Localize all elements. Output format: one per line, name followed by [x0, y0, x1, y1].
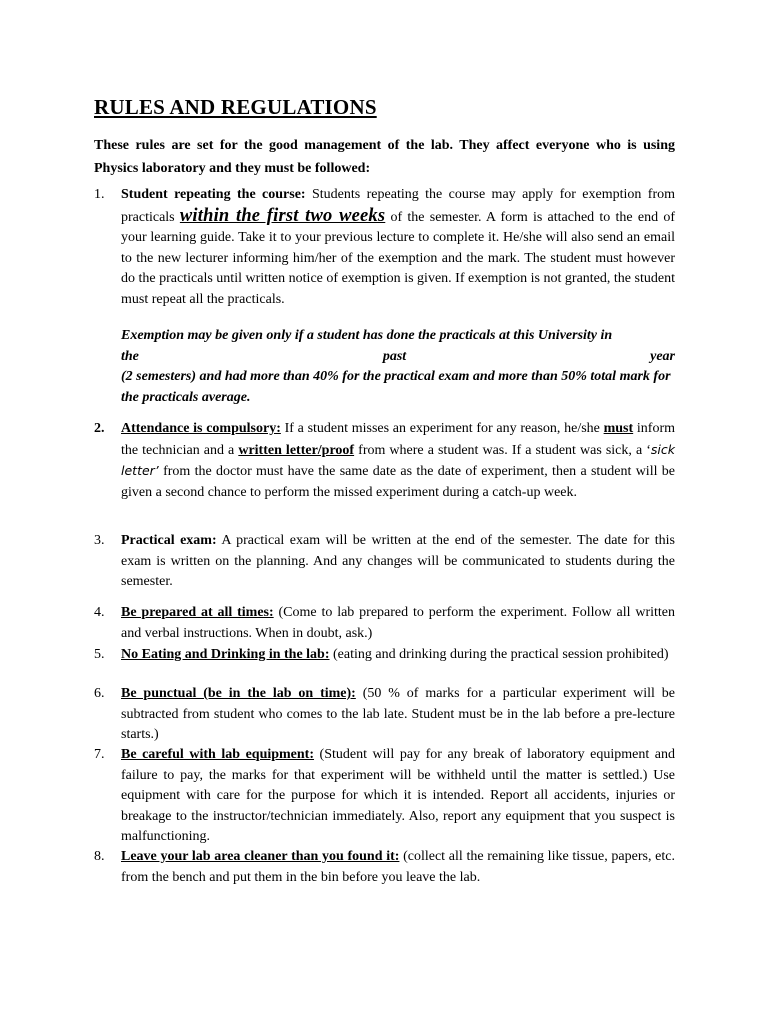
rule-number: 4. — [94, 605, 105, 620]
rule-number: 5. — [94, 647, 105, 662]
exemption-note — [121, 326, 675, 408]
rule-heading: Be prepared at all times: — [121, 605, 274, 620]
rule-number: 1. — [94, 187, 105, 202]
rule-body — [121, 645, 675, 666]
rule-item-3 — [94, 531, 675, 593]
rule-text: (Come to lab prepared to perform the experiment. Follow all written and verbal instructions. When in doubt, ask.) — [121, 605, 675, 641]
must-word: must — [603, 421, 634, 436]
rule-text: from the doctor must have the same date as the date of experiment, then a student will be given a second chance to perform the missed experiment during a catch-up week. — [121, 464, 675, 500]
rule-heading: Leave your lab area cleaner than you found it: — [121, 849, 400, 864]
rule-number: 8. — [94, 849, 105, 864]
note-line-2 — [121, 347, 675, 368]
rule-item-8 — [94, 847, 675, 888]
rule-body — [121, 531, 675, 593]
rule-text: from where a student was. If a student — [354, 442, 580, 458]
rule-item-4 — [94, 603, 675, 644]
rule-body — [121, 745, 675, 848]
rule-text: (Student will pay for any break of laboratory equipment and failure to pay, the marks for that experiment will be withheld until the matter is settled.) Use equipment with care for the purpose for which it is intended. Report all accidents, injuries or breakage to the instructor/technician immediately. Also, report any equipment that you suspect is malfunctioning. — [121, 747, 675, 844]
note-word: year — [650, 348, 675, 364]
note-line-1: Exemption may be given only if a student has done the practicals at this University in — [121, 328, 613, 343]
rule-number: 7. — [94, 747, 105, 762]
rule-number: 6. — [94, 686, 105, 701]
rule-text: of the semester. A form is attached to the end of your learning guide. Take it to your previous lecture to complete it. He/she will also send an email to the new lecturer informing him/her of the exemption and the mark. The student must however do the practicals until written notice of exemption is given. If exemption is not granted, the student must repeat all the practicals. — [121, 209, 675, 307]
rule-text: A practical exam will be written at the end of the semester. The date for this exam is written on the planning. And any changes will be communicated to students during the semester. — [121, 533, 675, 589]
rule-heading: Attendance is compulsory: — [121, 421, 281, 436]
rule-heading: No Eating and Drinking in the lab: — [121, 647, 330, 662]
page-title: RULES AND REGULATIONS — [94, 95, 377, 119]
note-rest: (2 semesters) and had more than 40% for the practical exam and more than 50% total mark for the practicals average. — [121, 369, 671, 405]
written-letter-proof: written letter/proof — [238, 442, 355, 458]
rule-text: (eating and drinking during the practical session prohibited) — [329, 647, 669, 662]
rule-text: If a student misses an experiment for any reason, he/she — [280, 421, 604, 436]
rule-heading: Practical exam: — [121, 533, 217, 548]
rule-text: inform the technician and a — [121, 421, 675, 458]
rule-text: (50 % of marks for a particular experiment will be subtracted from student who comes to the lab late. Student must be in the lab before a pre-lecture starts.) — [121, 686, 675, 742]
rule-item-5 — [94, 645, 675, 666]
rule-item-7 — [94, 745, 675, 848]
rule-text: was sick, a ‘ — [580, 442, 651, 458]
rule-item-1 — [94, 185, 675, 310]
rule-body — [121, 185, 675, 310]
rule-body — [121, 684, 675, 746]
rule-heading: Be careful with lab equipment: — [121, 747, 315, 762]
rule-body — [121, 603, 675, 644]
sick-letter-text: sick letter’ — [121, 441, 676, 478]
rule-text: (collect all the remaining like tissue, papers, etc. from the bench and put them in the bin before you leave the lab. — [121, 849, 675, 885]
rule-item-6 — [94, 684, 675, 746]
rule-number: 2. — [94, 421, 105, 436]
rule-item-2 — [94, 419, 675, 503]
emphasis-deadline: within the first two weeks — [179, 205, 386, 226]
rule-heading: Student repeating the course: — [121, 187, 306, 202]
intro-paragraph: These rules are set for the good management of the lab. They affect everyone who is using Physics laboratory and they must be followed: — [94, 138, 675, 176]
rule-heading: Be punctual (be in the lab on time): — [121, 686, 356, 701]
rule-body — [121, 847, 675, 888]
rule-text: Students repeating the course may apply for exemption from practicals — [121, 187, 676, 225]
rule-body — [121, 419, 675, 503]
note-word: the — [121, 348, 139, 364]
rule-number: 3. — [94, 533, 105, 548]
note-word: past — [382, 348, 407, 364]
